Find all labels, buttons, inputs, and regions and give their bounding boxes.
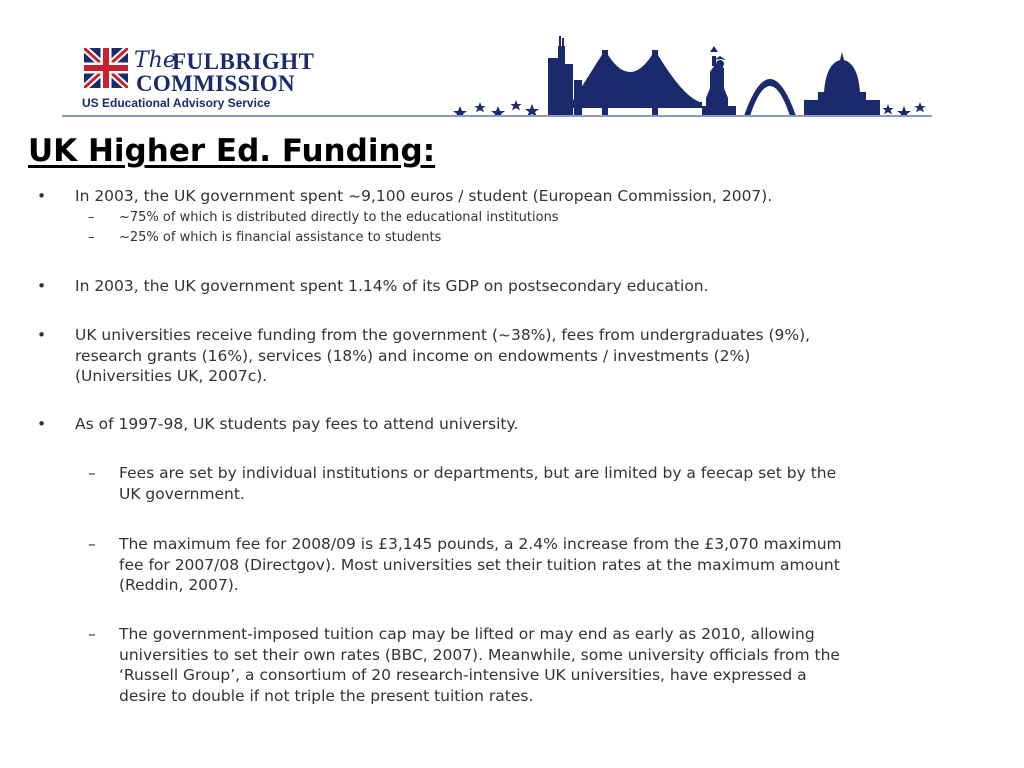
logo-name-text: FULBRIGHT	[172, 49, 315, 74]
sub-bullet-text: ~25% of which is financial assistance to students	[119, 230, 442, 245]
skyline-illustration	[452, 36, 927, 116]
sub-bullet-text: ~75% of which is distributed directly to the educational institutions	[119, 210, 559, 225]
bullet-line: research grants (16%), services (18%) and income on endowments / investments (2%)	[75, 346, 751, 365]
bullet-dot-icon: •	[37, 187, 47, 205]
dash-icon: –	[88, 535, 96, 553]
sub-bullet-text	[119, 534, 842, 596]
bullet-item	[37, 276, 937, 297]
header-banner	[62, 32, 932, 118]
sub-bullet-line: ‘Russell Group’, a consortium of 20 research-intensive UK universities, have expressed a	[119, 666, 807, 684]
sub-bullet-item	[88, 209, 888, 227]
sub-bullet-line: UK government.	[119, 484, 245, 503]
bullet-dot-icon: •	[37, 415, 47, 433]
bullet-item	[37, 186, 937, 207]
sub-bullet-item	[88, 534, 948, 596]
sub-bullet-line: universities to set their own rates (BBC, 2007). Meanwhile, some university officials from the	[119, 645, 840, 664]
bullet-item	[37, 325, 937, 387]
sub-bullet-line: Fees are set by individual institutions or departments, but are limited by a feecap set by the	[119, 464, 837, 482]
logo-commission-text: COMMISSION	[136, 71, 295, 96]
bullet-line: (Universities UK, 2007c).	[75, 367, 268, 385]
logo-the-text: The	[134, 48, 176, 73]
logo-subtitle: US Educational Advisory Service	[82, 96, 271, 110]
bullet-text: In 2003, the UK government spent ~9,100 euros / student (European Commission, 2007).	[75, 187, 773, 205]
bullet-line: UK universities receive funding from the government (~38%), fees from undergraduates (9%),	[75, 326, 811, 344]
sub-bullet-item	[88, 463, 948, 505]
fulbright-logo	[84, 46, 324, 110]
sub-bullet-text	[119, 624, 840, 706]
bullet-text: As of 1997-98, UK students pay fees to attend university.	[75, 415, 519, 433]
dash-icon: –	[88, 625, 96, 643]
bullet-dot-icon: •	[37, 277, 47, 295]
bullet-dot-icon: •	[37, 326, 47, 344]
sub-bullet-line: The maximum fee for 2008/09 is £3,145 pounds, a 2.4% increase from the £3,070 maximum	[119, 535, 842, 553]
sub-bullet-line: fee for 2007/08 (Directgov). Most universities set their tuition rates at the maximum amount	[119, 555, 840, 574]
union-flag-icon	[84, 48, 128, 88]
sub-bullet-item	[88, 624, 948, 706]
slide-title: UK Higher Ed. Funding:	[28, 133, 436, 169]
bullet-text: In 2003, the UK government spent 1.14% of its GDP on postsecondary education.	[75, 277, 709, 295]
dash-icon: –	[88, 230, 95, 245]
dash-icon: –	[88, 464, 96, 482]
sub-bullet-line: desire to double if not triple the present tuition rates.	[119, 686, 534, 705]
bullet-text	[75, 325, 810, 387]
sub-bullet-item	[88, 229, 888, 247]
sub-bullet-text	[119, 463, 836, 504]
bullet-item	[37, 414, 937, 435]
sub-bullet-line: (Reddin, 2007).	[119, 576, 239, 594]
dash-icon: –	[88, 210, 95, 225]
header-divider	[62, 115, 932, 117]
sub-bullet-line: The government-imposed tuition cap may be lifted or may end as early as 2010, allowing	[119, 625, 815, 643]
